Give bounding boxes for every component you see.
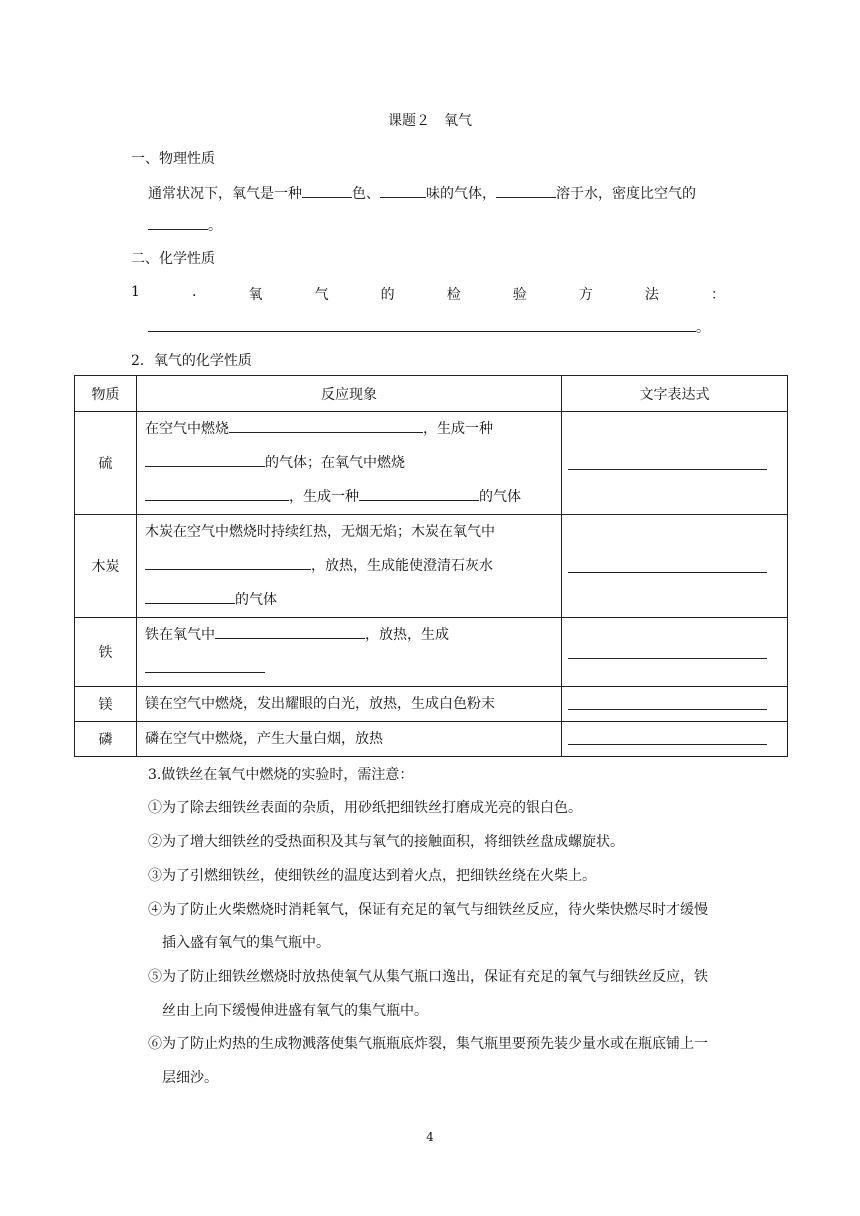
phenomenon-iron <box>137 618 562 687</box>
section1-heading: 一、物理性质 <box>131 151 215 167</box>
phenomenon-magnesium: 镁在空气中燃烧，发出耀眼的白光，放热，生成白色粉末 <box>137 687 562 722</box>
text: ，放热，生成能使澄清石灰水 <box>311 558 493 574</box>
text: 溶于水，密度比空气的 <box>556 186 696 202</box>
table-row-magnesium <box>75 687 788 722</box>
char: 法 <box>644 287 659 303</box>
char: ： <box>710 287 725 303</box>
density-blank[interactable] <box>148 214 208 230</box>
chemical-properties-label: 2．氧气的化学性质 <box>131 353 252 369</box>
substance-iron: 铁 <box>75 618 137 687</box>
answer-line[interactable] <box>568 572 767 573</box>
header-expression: 文字表达式 <box>562 376 788 412</box>
note-4-line1: ④为了防止火柴燃烧时消耗氧气，保证有充足的氧气与细铁丝反应，待火柴快燃尽时才缓慢 <box>148 902 708 918</box>
blank[interactable] <box>145 451 265 467</box>
blank[interactable] <box>145 485 289 501</box>
text: 味的气体， <box>426 186 496 202</box>
note-5-line1: ⑤为了防止细铁丝燃烧时放热使氧气从集气瓶口逸出，保证有充足的氧气与细铁丝反应，铁 <box>148 969 708 985</box>
chemical-properties-table <box>74 375 788 757</box>
text: ，放热，生成 <box>365 627 449 643</box>
note-3: ③为了引燃细铁丝，使细铁丝的温度达到着火点，把细铁丝绕在火柴上。 <box>148 868 596 884</box>
blank[interactable] <box>145 588 235 604</box>
header-phenomenon: 反应现象 <box>137 376 562 412</box>
notes-heading: 3.做铁丝在氧气中燃烧的实验时，需注意： <box>148 767 414 783</box>
char: 方 <box>578 287 593 303</box>
text: 在空气中燃烧 <box>145 421 229 437</box>
note-5-line2: 丝由上向下缓慢伸进盛有氧气的集气瓶中。 <box>162 1003 428 1019</box>
blank[interactable] <box>145 657 265 673</box>
text: 通常状况下，氧气是一种 <box>148 186 302 202</box>
note-6-line1: ⑥为了防止灼热的生成物溅落使集气瓶瓶底炸裂，集气瓶里要预先装少量水或在瓶底铺上一 <box>148 1036 708 1052</box>
solubility-blank[interactable] <box>496 182 556 198</box>
text: ，生成一种 <box>289 489 359 505</box>
answer-line[interactable] <box>568 658 767 659</box>
header-substance: 物质 <box>75 376 137 412</box>
text: 木炭在空气中燃烧时持续红热，无烟无焰；木炭在氧气中 <box>145 524 495 540</box>
table-header-row <box>75 376 788 412</box>
oxygen-test-method-line <box>148 316 710 337</box>
page-title: 课题２ 氧气 <box>388 113 472 129</box>
phenomenon-carbon <box>137 515 562 618</box>
oxygen-test-method-label <box>131 284 725 304</box>
char: 气 <box>314 287 329 303</box>
phenomenon-sulfur <box>137 412 562 515</box>
table-row-sulfur <box>75 412 788 515</box>
answer-line[interactable] <box>568 709 767 710</box>
char: 验 <box>512 287 527 303</box>
char: 1 <box>131 284 140 300</box>
physical-property-line1 <box>148 182 696 203</box>
text: 的气体 <box>479 489 521 505</box>
char: 氧 <box>248 287 263 303</box>
text: 铁在氧气中 <box>145 627 215 643</box>
blank[interactable] <box>229 417 423 433</box>
char: . <box>191 284 197 300</box>
text: 色、 <box>352 186 380 202</box>
substance-carbon: 木炭 <box>75 515 137 618</box>
table-row-iron <box>75 618 788 687</box>
text: 的气体 <box>235 592 277 608</box>
substance-magnesium: 镁 <box>75 687 137 722</box>
note-2: ②为了增大细铁丝的受热面积及其与氧气的接触面积，将细铁丝盘成螺旋状。 <box>148 834 624 850</box>
expression-sulfur[interactable] <box>562 412 788 515</box>
substance-sulfur: 硫 <box>75 412 137 515</box>
text: 。 <box>208 218 222 234</box>
note-4-line2: 插入盛有氧气的集气瓶中。 <box>162 935 330 951</box>
text: ，生成一种 <box>423 421 493 437</box>
blank[interactable] <box>215 623 365 639</box>
expression-phosphorus[interactable] <box>562 722 788 757</box>
section2-heading: 二、化学性质 <box>131 251 215 267</box>
test-method-blank[interactable] <box>148 316 696 332</box>
char: 检 <box>446 287 461 303</box>
blank[interactable] <box>359 485 479 501</box>
table-row-phosphorus <box>75 722 788 757</box>
expression-iron[interactable] <box>562 618 788 687</box>
expression-carbon[interactable] <box>562 515 788 618</box>
answer-line[interactable] <box>568 744 767 745</box>
expression-magnesium[interactable] <box>562 687 788 722</box>
smell-blank[interactable] <box>380 182 426 198</box>
color-blank[interactable] <box>302 182 352 198</box>
text: 的气体；在氧气中燃烧 <box>265 455 405 471</box>
table-row-carbon <box>75 515 788 618</box>
physical-property-line2 <box>148 214 222 235</box>
char: 的 <box>380 287 395 303</box>
blank[interactable] <box>145 554 311 570</box>
note-1: ①为了除去细铁丝表面的杂质，用砂纸把细铁丝打磨成光亮的银白色。 <box>148 800 582 816</box>
text: 。 <box>696 320 710 336</box>
answer-line[interactable] <box>568 469 767 470</box>
note-6-line2: 层细沙。 <box>162 1070 218 1086</box>
substance-phosphorus: 磷 <box>75 722 137 757</box>
phenomenon-phosphorus: 磷在空气中燃烧，产生大量白烟，放热 <box>137 722 562 757</box>
page-number: 4 <box>426 1130 434 1144</box>
